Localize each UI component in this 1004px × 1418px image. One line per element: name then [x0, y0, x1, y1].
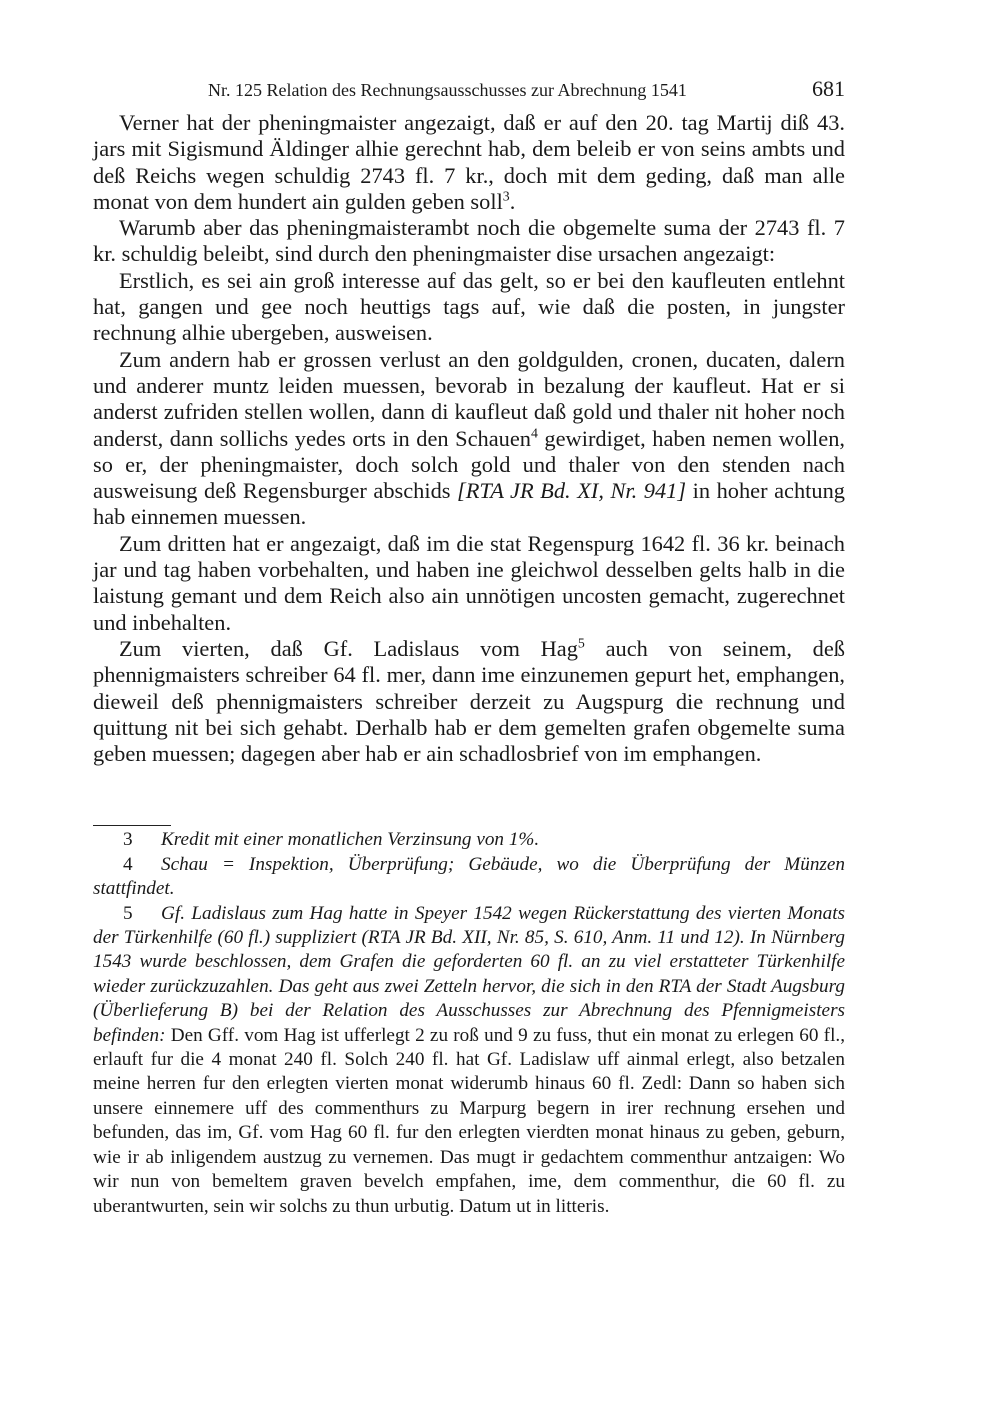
page-number: 681 — [812, 76, 845, 101]
paragraph-4: Zum andern hab er grossen verlust an den goldgulden, cronen, ducaten, dalern und anderer muntz leiden muessen, bevorab in bezalung der kaufleut. Hat er si anderst zufriden stellen wollen, dann di kaufleut daß gold und thaler nit hoher noch anderst, dann sollichs yedes orts in den Schauen$^4$ gewirdiget, haben nemen wollen, so er, der pheningmaister, doch solch gold und thaler von den stenden nach ausweisung deß Regensburger abschids [RTA JR Bd. XI, Nr. 941] in hoher achtung hab einnemen muessen. — [93, 346, 845, 530]
paragraph-6: Zum vierten, daß Gf. Ladislaus vom Hag$^5$ auch von seinem, deß phennigmaisters schreiber 64 fl. mer, dann ime einzunemen gepurt het, emphangen, dieweil deß phennigmaisters schreiber derzeit zu Augspurg die rechnung und quittung nit bei sich gehabt. Derhalb hab er dem gemelten grafen obgemelte suma geben muessen; dagegen aber hab er ain schadlosbrief von im emphangen. — [93, 635, 845, 767]
footnote-4: 4 Schau = Inspektion, Überprüfung; Gebäude, wo die Überprüfung der Münzen stattfindet. — [93, 853, 845, 900]
source-reference: [RTA JR Bd. XI, Nr. 941] — [457, 478, 687, 504]
running-head: Nr. 125 Relation des Rechnungsausschusses zur Abrechnung 1541 — [208, 80, 687, 100]
footnote-number: 5 — [123, 902, 133, 924]
paragraph-5: Zum dritten hat er angezaigt, daß im die stat Regenspurg 1642 fl. 36 kr. beinach jar und tag haben vorbehalten, und haben ine gleichwol desselben gelts halb in die laistung gemant und dem Reich also ain unnötigen uncosten gemacht, zugerechnet und inbehalten. — [93, 530, 845, 635]
footnote-number: 3 — [123, 829, 133, 851]
footnote-3: 3 Kredit mit einer monatlichen Verzinsung von 1%. — [93, 828, 845, 852]
footnote-5: 5 Gf. Ladislaus zum Hag hatte in Speyer 1542 wegen Rückerstattung des vierten Monats der Türkenhilfe (60 fl.) suppliziert (RTA JR Bd. XII, Nr. 85, S. 610, Anm. 11 und 12). In Nürnberg 1543 wurde beschlossen, dem Grafen die geforderten 60 fl. an zu viel erstatteter Türkenhilfe wieder zurückzuzahlen. Das geht aus zwei Zetteln hervor, die sich in den RTA der Stadt Augsburg (Überlieferung B) bei der Relation des Ausschusses zur Abrechnung des Pfennigmeisters befinden: Den Gff. vom Hag ist ufferlegt 2 zu roß und 9 zu fuss, thut ein monat zu erlegen 60 fl., erlauft fur die 4 monat 240 fl. Solch 240 fl. hat Gf. Ladislaw uff ainmal erlegt, also betzalen meine herren fur den erlegten vierten monat widerumb hinaus 60 fl. Zedl: Dann so haben sich unsere einnemere uff des commenthurs zu Marpurg begern in irer rechnung ersehen und befunden, das im, Gf. vom Hag 60 fl. fur den erlegten vierdten monat hinaus zu geben, geburn, wie ir ab inligendem austzug zu vernemen. Das mugt ir gedachtem commenthur antzaigen: Wo wir nun von bemeltem graven bevelch empfahen, ime, dem commenthur, die 60 fl. zu uberantwurten, sein wir solchs zu thun urbutig. Datum ut in litteris. — [93, 902, 845, 1217]
paragraph-3: Erstlich, es sei ain groß interesse auf das gelt, so er bei den kaufleuten entlehnt hat, gangen und gee noch heuttigs tags auf, wie daß die posten, in jungster rechnung alhie ubergeben, ausweisen. — [93, 267, 845, 346]
main-text — [93, 110, 845, 767]
book-page — [93, 72, 845, 1219]
footnotes — [93, 828, 845, 1219]
paragraph-2: Warumb aber das pheningmaisterambt noch die obgemelte suma der 2743 fl. 7 kr. schuldig beleibt, sind durch den pheningmaister dise ursachen angezaigt: — [93, 215, 845, 267]
footnote-ref-3[interactable]: 3 — [502, 189, 510, 205]
footnote-ref-5[interactable]: 5 — [577, 636, 585, 652]
footnote-number: 4 — [123, 853, 133, 875]
quoted-source: Den Gff. vom Hag ist ufferlegt 2 zu roß und 9 zu fuss, thut ein monat zu erlegen 60 fl., erlauft fur die 4 monat 240 fl. Solch 240 fl. hat Gf. Ladislaw uff ainmal erlegt, also betzalen meine herren fur den erlegten vierten monat widerumb hinaus 60 fl. Zedl: Dann so haben sich unsere einnemere uff des commenthurs zu Marpurg begern in irer rechnung ersehen und befunden, das im, Gf. vom Hag 60 fl. fur den erlegten vierdten monat hinaus zu geben, geburn, wie ir ab inligendem austzug zu vernemen. Das mugt ir gedachtem commenthur antzaigen: Wo wir nun von bemeltem graven bevelch empfahen, ime, dem commenthur, die 60 fl. zu uberantwurten, sein wir solchs zu thun urbutig. Datum ut in litteris. — [93, 1024, 845, 1217]
paragraph-1: Verner hat der pheningmaister angezaigt, daß er auf den 20. tag Martij diß 43. jars mit Sigismund Äldinger alhie gerechnt hab, dem beleib er von seins ambts und deß Reichs wegen schuldig 2743 fl. 7 kr., doch mit dem geding, daß man alle monat von dem hundert ain gulden geben soll$^3$. — [93, 110, 845, 214]
footnote-ref-4[interactable]: 4 — [530, 426, 538, 442]
page-header — [93, 72, 845, 110]
footnote-divider — [93, 825, 171, 826]
